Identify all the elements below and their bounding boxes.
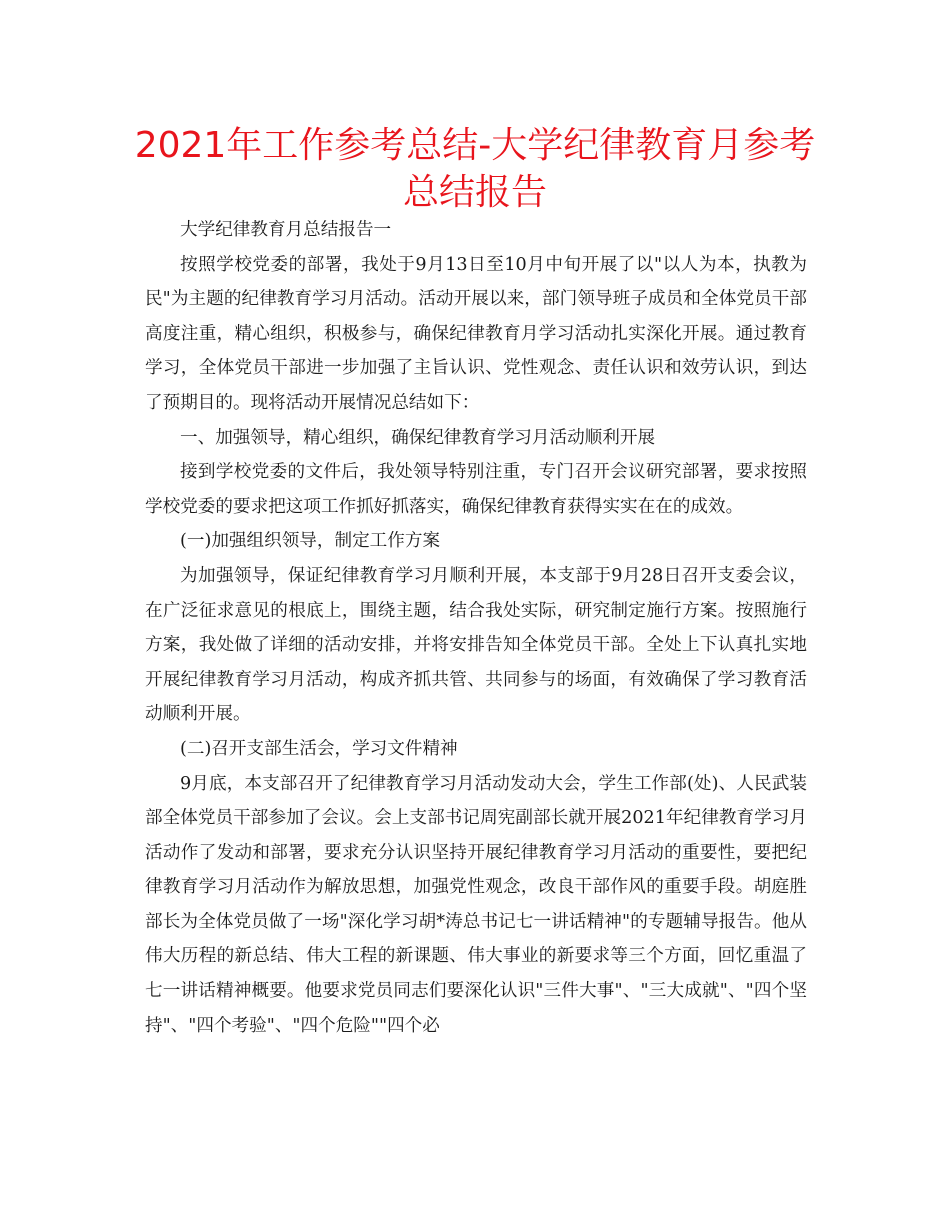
document-body [145,213,807,1043]
section-heading: 一、加强领导，精心组织，确保纪律教育学习月活动顺利开展 [180,427,656,448]
body-paragraph: 按照学校党委的部署，我处于9月13日至10月中旬开展了以"以人为本，执教为民"为主题的纪律教育学习月活动。活动开展以来，部门领导班子成员和全体党员干部高度注重，精心组织，积极参与，确保纪律教育月学习活动扎实深化开展。通过教育学习，全体党员干部进一步加强了主旨认识、党性观念、责任认识和效劳认识，到达了预期目的。现将活动开展情况总结如下： [145,254,807,413]
subsection-heading: (二)召开支部生活会，学习文件精神 [180,738,458,759]
document-title: 2021年工作参考总结-大学纪律教育月参考总结报告 [134,125,816,213]
subsection-heading: (一)加强组织领导，制定工作方案 [180,531,441,552]
section-heading: 大学纪律教育月总结报告一 [180,220,392,240]
body-paragraph: 为加强领导，保证纪律教育学习月顺利开展，本支部于9月28日召开支委会议，在广泛征求意见的根底上，围绕主题，结合我处实际，研究制定施行方案。按照施行方案，我处做了详细的活动安排，并将安排告知全体党员干部。全处上下认真扎实地开展纪律教育学习月活动，构成齐抓共管、共同参与的场面，有效确保了学习教育活动顺利开展。 [145,565,807,725]
body-paragraph: 9月底，本支部召开了纪律教育学习月活动发动大会，学生工作部(处)、人民武装部全体党员干部参加了会议。会上支部书记周宪副部长就开展2021年纪律教育学习月活动作了发动和部署，要求充分认识坚持开展纪律教育学习月活动的重要性，要把纪律教育学习月活动作为解放思想，加强党性观念，改良干部作风的重要手段。胡庭胜部长为全体党员做了一场"深化学习胡*涛总书记七一讲话精神"的专题辅导报告。他从伟大历程的新总结、伟大工程的新课题、伟大事业的新要求等三个方面，回忆重温了七一讲话精神概要。他要求党员同志们要深化认识"三件大事"、"三大成就"、"四个坚持"、"四个考验"、"四个危险""四个必 [145,773,807,1036]
body-paragraph: 接到学校党委的文件后，我处领导特别注重，专门召开会议研究部署，要求按照学校党委的要求把这项工作抓好抓落实，确保纪律教育获得实实在在的成效。 [145,462,807,517]
